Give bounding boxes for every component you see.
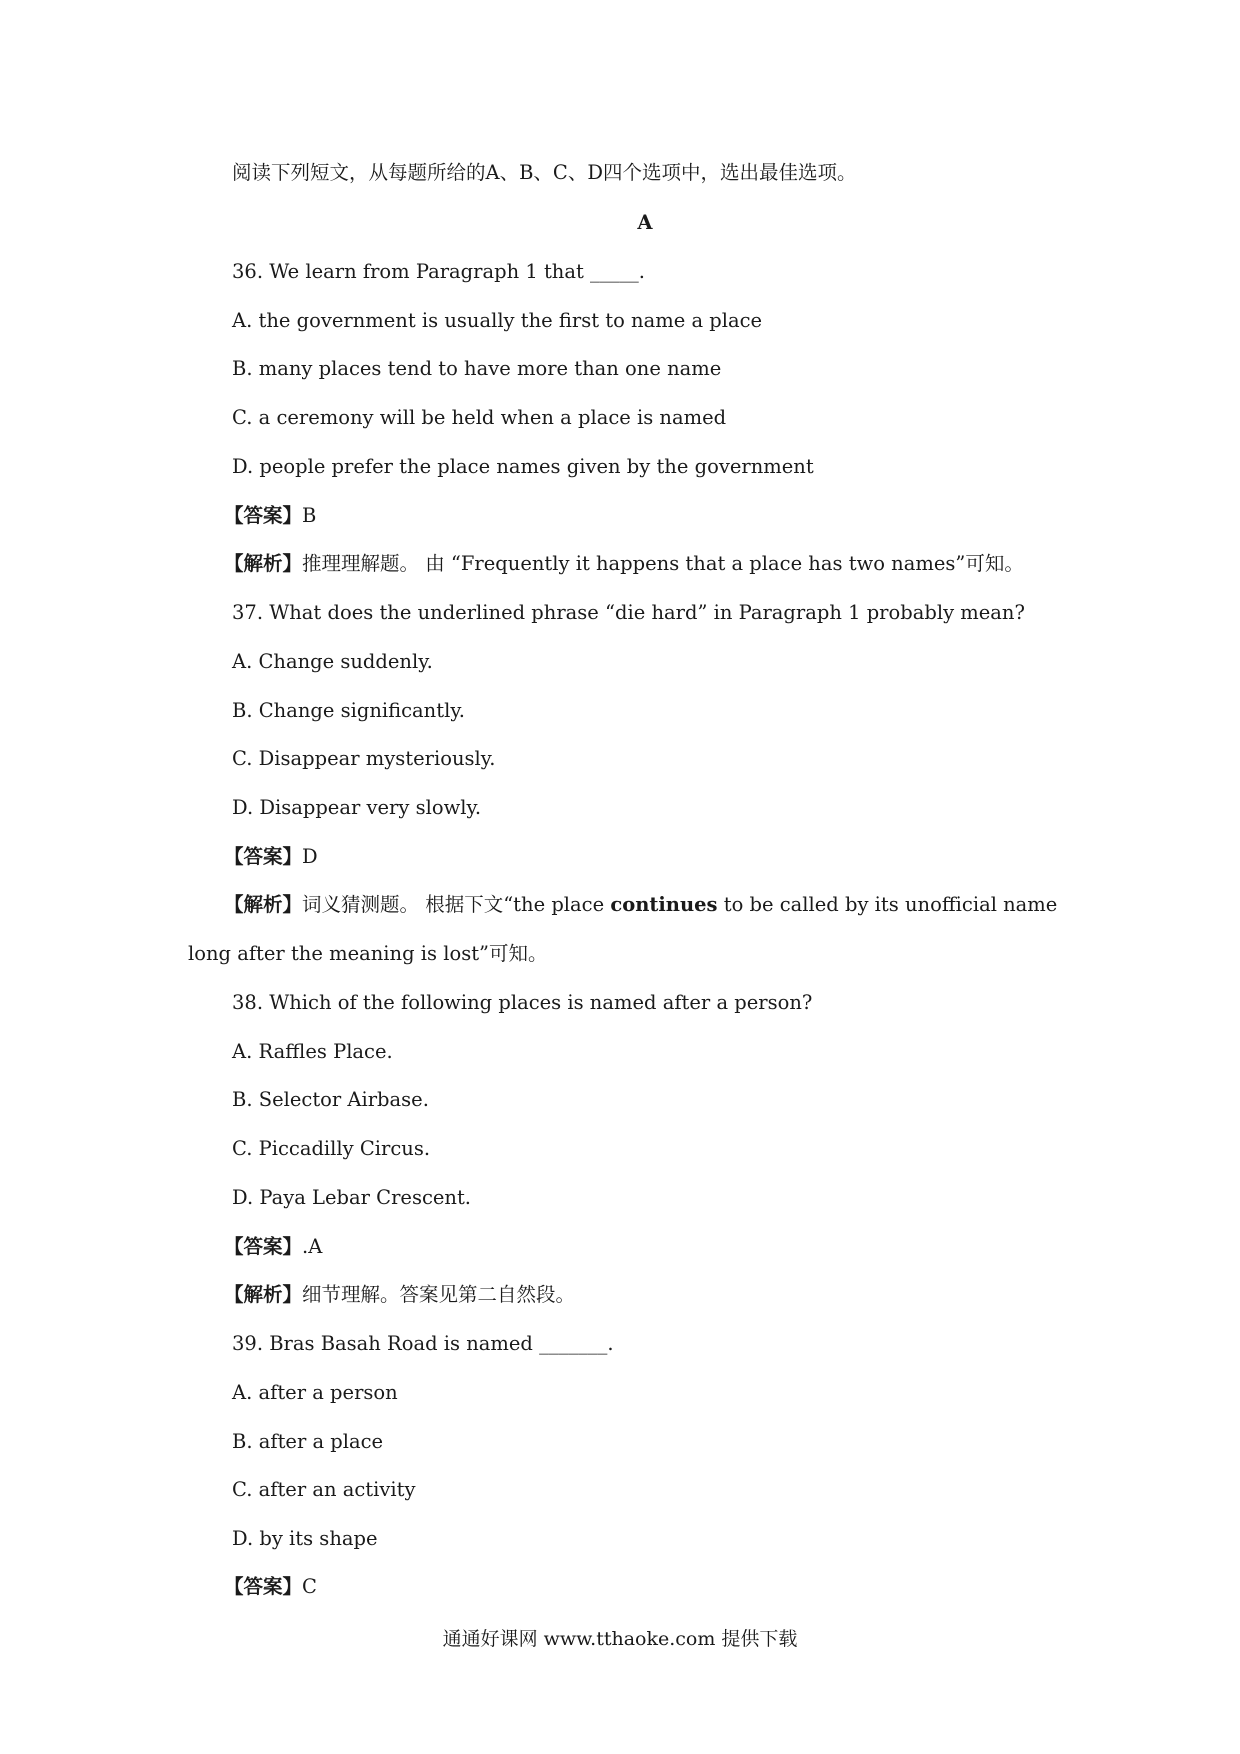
analysis-tag: 【解析】 — [224, 893, 303, 916]
question-36-stem: 36. We learn from Paragraph 1 that _____. — [232, 260, 645, 283]
question-38-analysis — [224, 1281, 575, 1309]
analysis-tag: 【解析】 — [224, 1283, 303, 1306]
question-39-option-c: C. after an activity — [232, 1478, 416, 1501]
question-38-answer — [224, 1233, 322, 1261]
answer-value: D — [302, 845, 318, 868]
question-38-option-d: D. Paya Lebar Crescent. — [232, 1186, 472, 1209]
question-36-option-a: A. the government is usually the first to name a place — [232, 309, 763, 332]
question-36-analysis — [224, 550, 1024, 578]
question-37-option-d: D. Disappear very slowly. — [232, 796, 482, 819]
page-footer: 通通好课网 www.tthaoke.com 提供下载 — [442, 1628, 798, 1650]
question-39-answer — [224, 1573, 317, 1601]
analysis-text: 细节理解。答案见第二自然段。 — [302, 1283, 576, 1306]
analysis-text: 推理理解题。 由 “Frequently it happens that a place has two names”可知。 — [302, 552, 1024, 575]
question-37-answer — [224, 843, 318, 871]
answer-value: B — [302, 504, 317, 527]
question-36-option-b: B. many places tend to have more than one name — [232, 357, 722, 380]
question-38-stem: 38. Which of the following places is named after a person? — [232, 991, 813, 1014]
analysis-text-pre: 词义猜测题。 根据下文“the place — [302, 893, 611, 916]
question-39-option-a: A. after a person — [232, 1381, 398, 1404]
answer-tag: 【答案】 — [224, 845, 303, 868]
question-37-analysis-continued: long after the meaning is lost”可知。 — [188, 942, 548, 965]
question-37-option-b: B. Change significantly. — [232, 699, 465, 722]
question-38-option-a: A. Raffles Place. — [232, 1040, 393, 1063]
question-39-option-b: B. after a place — [232, 1430, 384, 1453]
section-heading: A — [637, 211, 653, 234]
question-37-stem: 37. What does the underlined phrase “die hard” in Paragraph 1 probably mean? — [232, 601, 1025, 624]
question-36-option-c: C. a ceremony will be held when a place is named — [232, 406, 727, 429]
question-37-option-a: A. Change suddenly. — [232, 650, 433, 673]
answer-tag: 【答案】 — [224, 1235, 303, 1258]
answer-value: C — [302, 1575, 317, 1598]
question-39-option-d: D. by its shape — [232, 1527, 378, 1550]
question-37-analysis — [224, 891, 1057, 919]
intro-instruction: 阅读下列短文，从每题所给的A、B、C、D四个选项中，选出最佳选项。 — [232, 161, 857, 184]
question-39-stem: 39. Bras Basah Road is named _______. — [232, 1332, 614, 1355]
question-36-answer — [224, 502, 316, 530]
answer-value: .A — [302, 1235, 323, 1258]
question-38-option-b: B. Selector Airbase. — [232, 1088, 429, 1111]
analysis-text-post: to be called by its unofficial name — [717, 893, 1058, 916]
analysis-text-bold: continues — [610, 893, 718, 916]
question-37-option-c: C. Disappear mysteriously. — [232, 747, 496, 770]
answer-tag: 【答案】 — [224, 1575, 303, 1598]
analysis-tag: 【解析】 — [224, 552, 303, 575]
question-38-option-c: C. Piccadilly Circus. — [232, 1137, 431, 1160]
answer-tag: 【答案】 — [224, 504, 303, 527]
question-36-option-d: D. people prefer the place names given by the government — [232, 455, 814, 478]
